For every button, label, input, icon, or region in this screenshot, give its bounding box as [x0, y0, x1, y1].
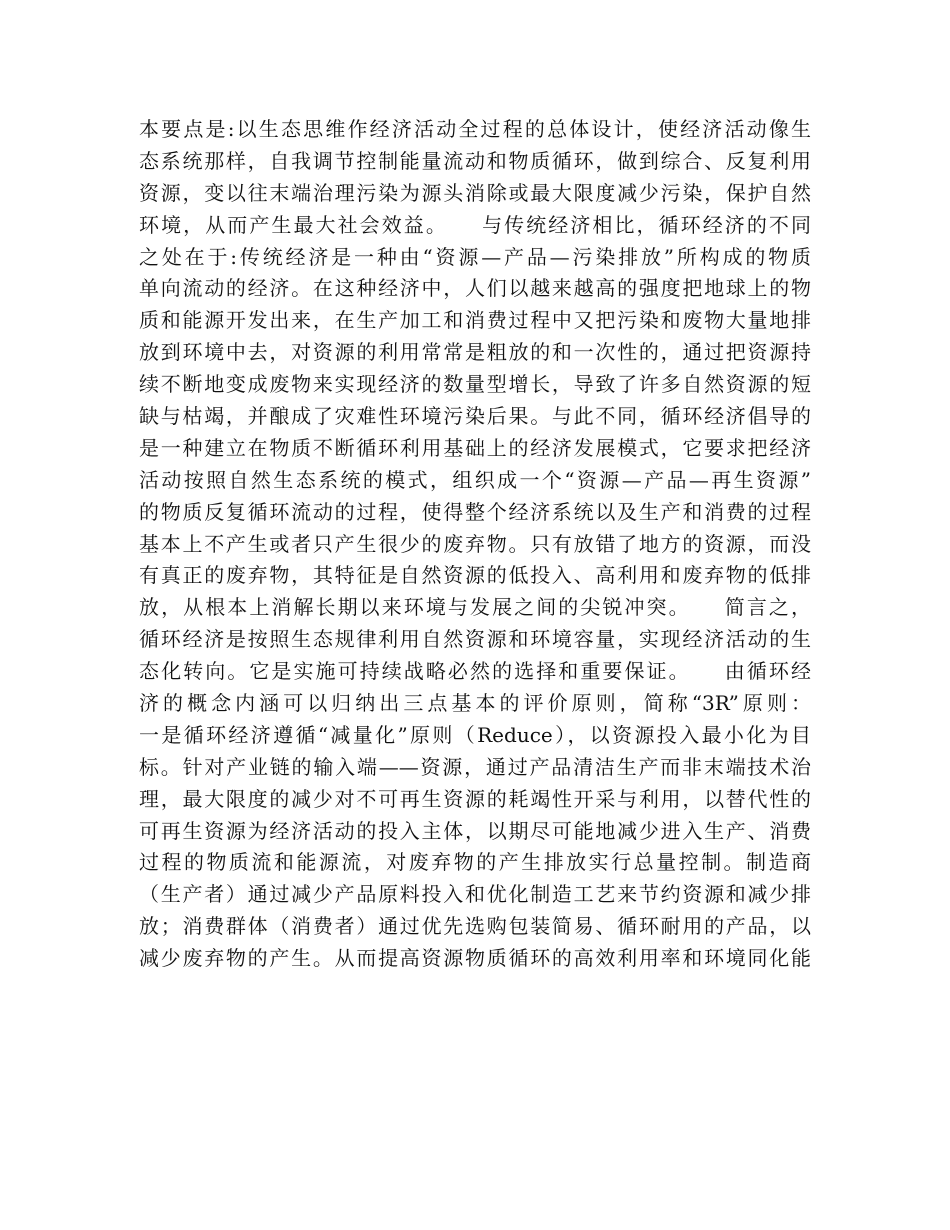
text-line: 标。针对产业链的输入端——资源，通过产品清洁生产而非末端技术治 [139, 754, 811, 779]
text-line: 续不断地变成废物来实现经济的数量型增长，导致了许多自然资源的短 [139, 372, 811, 397]
text-line: 态系统那样，自我调节控制能量流动和物质循环，做到综合、反复利用 [139, 148, 811, 173]
text-line: 缺与枯竭，并酿成了灾难性环境污染后果。与此不同，循环经济倡导的 [139, 404, 811, 429]
text-line: 放，从根本上消解长期以来环境与发展之间的尖锐冲突。 简言之， [139, 595, 811, 620]
text-line: 放；消费群体（消费者）通过优先选购包装简易、循环耐用的产品，以 [139, 914, 811, 939]
body-text [139, 114, 811, 975]
text-line: 本要点是:以生态思维作经济活动全过程的总体设计，使经济活动像生 [139, 117, 811, 141]
text-line: 态化转向。它是实施可持续战略必然的选择和重要保证。 由循环经 [139, 659, 811, 684]
text-line: 之处在于:传统经济是一种由“资源—产品—污染排放”所构成的物质 [139, 244, 811, 269]
text-line: 质和能源开发出来，在生产加工和消费过程中又把污染和废物大量地排 [139, 308, 811, 333]
text-line: 减少废弃物的产生。从而提高资源物质循环的高效利用率和环境同化能 [139, 946, 811, 971]
text-line: 过程的物质流和能源流，对废弃物的产生排放实行总量控制。制造商 [139, 850, 811, 875]
text-line: （生产者）通过减少产品原料投入和优化制造工艺来节约资源和减少排 [139, 882, 811, 907]
text-line: 资源，变以往末端治理污染为源头消除或最大限度减少污染，保护自然 [139, 180, 811, 205]
text-line: 可再生资源为经济活动的投入主体，以期尽可能地减少进入生产、消费 [139, 818, 811, 843]
text-line: 放到环境中去，对资源的利用常常是粗放的和一次性的，通过把资源持 [139, 340, 811, 365]
text-line: 的物质反复循环流动的过程，使得整个经济系统以及生产和消费的过程 [139, 499, 811, 524]
text-line: 理，最大限度的减少对不可再生资源的耗竭性开采与利用，以替代性的 [139, 786, 811, 811]
text-line: 环境，从而产生最大社会效益。 与传统经济相比，循环经济的不同 [139, 212, 811, 237]
text-line: 济的概念内涵可以归纳出三点基本的评价原则，简称“3R”原则： [139, 691, 811, 716]
text-line: 基本上不产生或者只产生很少的废弃物。只有放错了地方的资源，而没 [139, 531, 811, 556]
text-line: 活动按照自然生态系统的模式，组织成一个“资源—产品—再生资源” [139, 467, 811, 492]
text-line: 单向流动的经济。在这种经济中，人们以越来越高的强度把地球上的物 [139, 276, 811, 301]
text-line: 循环经济是按照生态规律利用自然资源和环境容量，实现经济活动的生 [139, 627, 811, 652]
text-line: 一是循环经济遵循“减量化”原则（Reduce），以资源投入最小化为目 [139, 722, 811, 747]
text-line: 有真正的废弃物，其特征是自然资源的低投入、高利用和废弃物的低排 [139, 563, 811, 588]
text-line: 是一种建立在物质不断循环利用基础上的经济发展模式，它要求把经济 [139, 435, 811, 460]
